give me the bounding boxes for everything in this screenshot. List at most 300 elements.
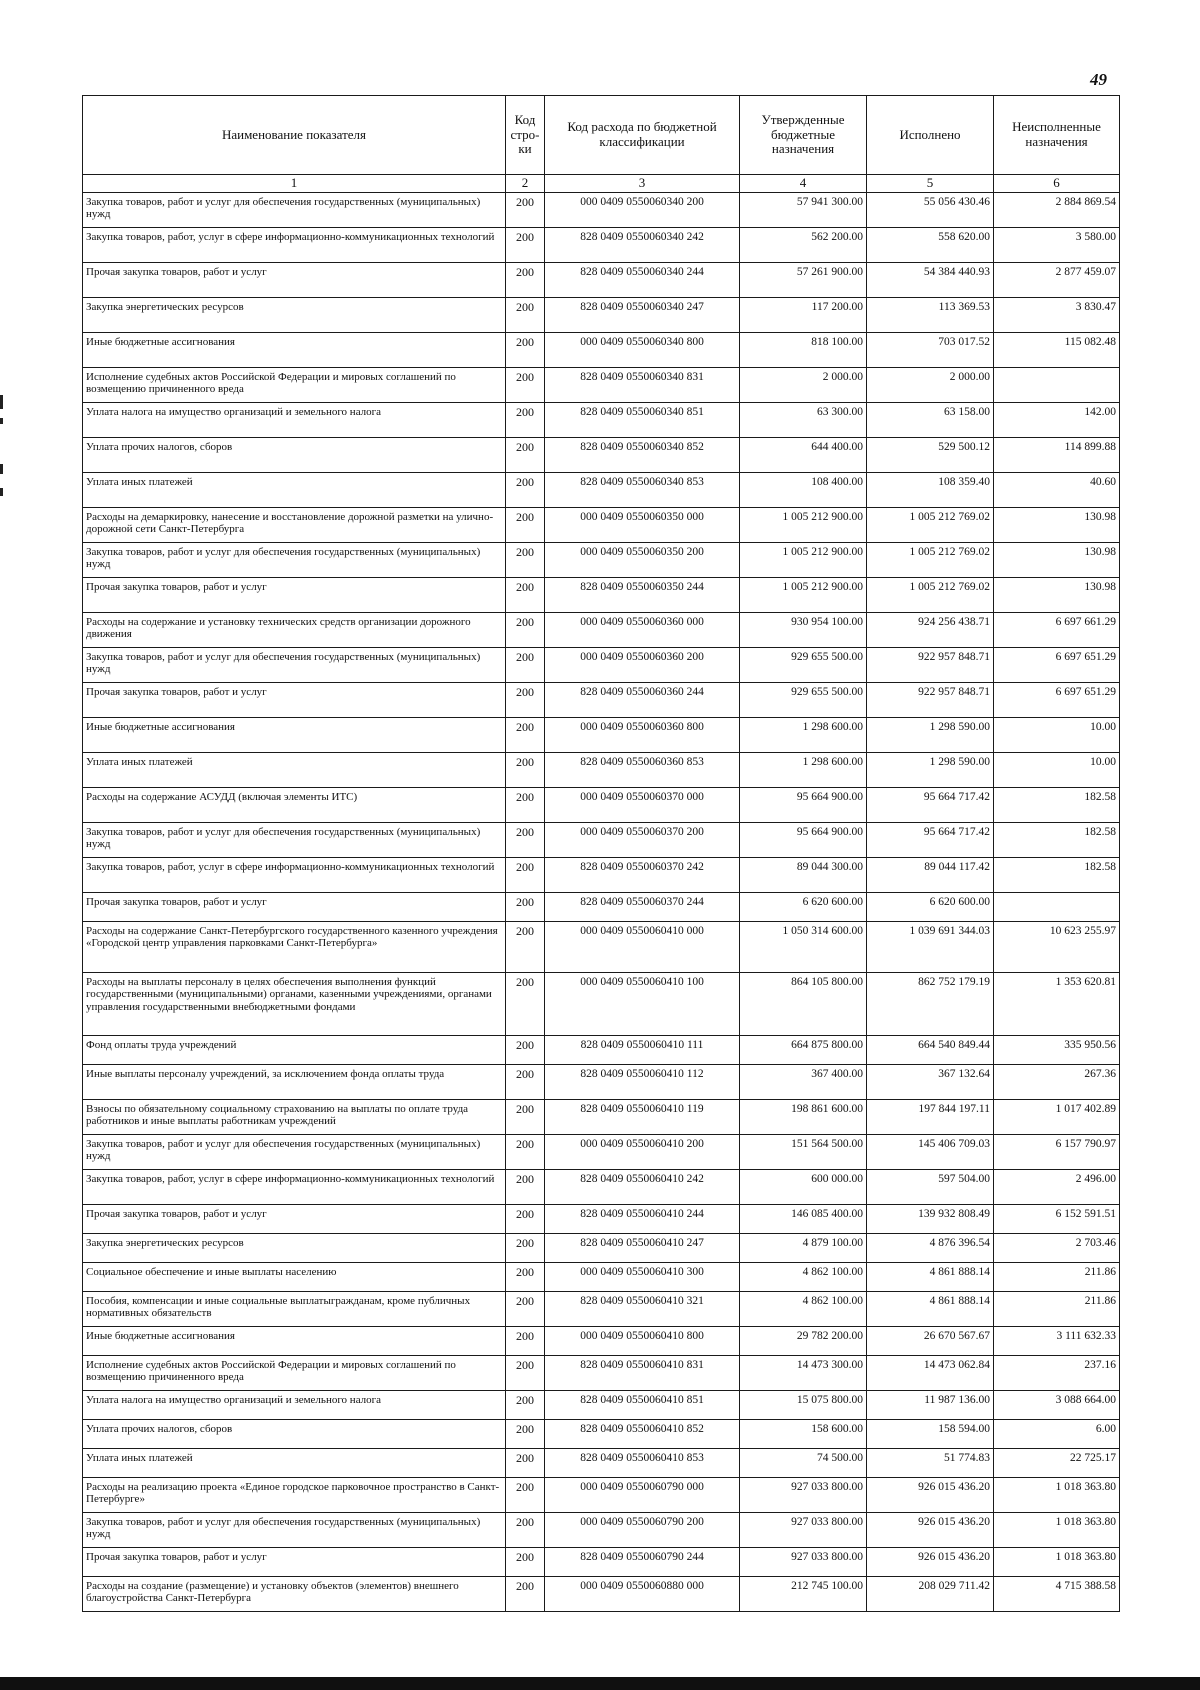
- header-class-code: Код расхода по бюджетной классификации: [545, 96, 740, 175]
- row-line-code-cell: 200: [506, 753, 545, 788]
- row-name-cell: Закупка товаров, работ, услуг в сфере информационно-коммуникационных технологий: [83, 858, 506, 893]
- row-unexecuted-cell: 6 697 651.29: [994, 648, 1120, 683]
- row-class-code-cell: 000 0409 0550060360 800: [545, 718, 740, 753]
- row-class-code-cell: 828 0409 0550060410 242: [545, 1170, 740, 1205]
- table-row: [83, 403, 1120, 438]
- row-line-code-cell: 200: [506, 1577, 545, 1612]
- row-executed-cell: 63 158.00: [867, 403, 994, 438]
- column-number: 4: [740, 175, 867, 193]
- row-name-cell: Иные бюджетные ассигнования: [83, 1327, 506, 1356]
- table-row: [83, 193, 1120, 228]
- row-executed-cell: 703 017.52: [867, 333, 994, 368]
- row-approved-cell: 4 879 100.00: [740, 1234, 867, 1263]
- row-executed-cell: 6 620 600.00: [867, 893, 994, 922]
- row-name-cell: Закупка товаров, работ и услуг для обеспечения государственных (муниципальных) нужд: [83, 648, 506, 683]
- row-executed-cell: 1 005 212 769.02: [867, 508, 994, 543]
- table-row: [83, 1420, 1120, 1449]
- row-unexecuted-cell: 2 496.00: [994, 1170, 1120, 1205]
- header-name: Наименование показателя: [83, 96, 506, 175]
- row-line-code-cell: 200: [506, 298, 545, 333]
- row-class-code-cell: 828 0409 0550060340 831: [545, 368, 740, 403]
- header-approved: Утвержденные бюджетные назначения: [740, 96, 867, 175]
- table-row: [83, 1513, 1120, 1548]
- row-approved-cell: 146 085 400.00: [740, 1205, 867, 1234]
- row-name-cell: Уплата иных платежей: [83, 1449, 506, 1478]
- row-class-code-cell: 828 0409 0550060340 853: [545, 473, 740, 508]
- row-unexecuted-cell: 182.58: [994, 823, 1120, 858]
- row-executed-cell: 922 957 848.71: [867, 648, 994, 683]
- table-row: [83, 718, 1120, 753]
- row-name-cell: Иные бюджетные ассигнования: [83, 718, 506, 753]
- row-class-code-cell: 000 0409 0550060350 000: [545, 508, 740, 543]
- row-unexecuted-cell: 182.58: [994, 858, 1120, 893]
- row-unexecuted-cell: 10.00: [994, 718, 1120, 753]
- row-line-code-cell: 200: [506, 858, 545, 893]
- column-number-row: [83, 175, 1120, 193]
- row-line-code-cell: 200: [506, 973, 545, 1036]
- row-executed-cell: 55 056 430.46: [867, 193, 994, 228]
- row-executed-cell: 862 752 179.19: [867, 973, 994, 1036]
- row-line-code-cell: 200: [506, 1449, 545, 1478]
- row-unexecuted-cell: 130.98: [994, 543, 1120, 578]
- row-name-cell: Прочая закупка товаров, работ и услуг: [83, 1548, 506, 1577]
- table-row: [83, 1391, 1120, 1420]
- row-approved-cell: 2 000.00: [740, 368, 867, 403]
- column-number: 2: [506, 175, 545, 193]
- table-row: [83, 473, 1120, 508]
- row-class-code-cell: 828 0409 0550060350 244: [545, 578, 740, 613]
- row-line-code-cell: 200: [506, 718, 545, 753]
- row-name-cell: Прочая закупка товаров, работ и услуг: [83, 683, 506, 718]
- row-executed-cell: 197 844 197.11: [867, 1100, 994, 1135]
- row-class-code-cell: 828 0409 0550060410 831: [545, 1356, 740, 1391]
- row-unexecuted-cell: 1 018 363.80: [994, 1478, 1120, 1513]
- row-executed-cell: 158 594.00: [867, 1420, 994, 1449]
- row-executed-cell: 926 015 436.20: [867, 1548, 994, 1577]
- row-approved-cell: 95 664 900.00: [740, 788, 867, 823]
- row-approved-cell: 927 033 800.00: [740, 1478, 867, 1513]
- row-class-code-cell: 000 0409 0550060410 200: [545, 1135, 740, 1170]
- row-approved-cell: 1 050 314 600.00: [740, 922, 867, 973]
- table-row: [83, 1234, 1120, 1263]
- row-class-code-cell: 828 0409 0550060360 853: [545, 753, 740, 788]
- row-approved-cell: 15 075 800.00: [740, 1391, 867, 1420]
- row-class-code-cell: 828 0409 0550060410 852: [545, 1420, 740, 1449]
- row-unexecuted-cell: 3 088 664.00: [994, 1391, 1120, 1420]
- row-name-cell: Иные выплаты персоналу учреждений, за исключением фонда оплаты труда: [83, 1065, 506, 1100]
- row-name-cell: Уплата иных платежей: [83, 473, 506, 508]
- row-line-code-cell: 200: [506, 1263, 545, 1292]
- row-line-code-cell: 200: [506, 333, 545, 368]
- table-row: [83, 1292, 1120, 1327]
- table-body: [83, 193, 1120, 1612]
- row-unexecuted-cell: 182.58: [994, 788, 1120, 823]
- row-executed-cell: 924 256 438.71: [867, 613, 994, 648]
- row-unexecuted-cell: 6 157 790.97: [994, 1135, 1120, 1170]
- row-executed-cell: 11 987 136.00: [867, 1391, 994, 1420]
- row-approved-cell: 929 655 500.00: [740, 648, 867, 683]
- table-row: [83, 298, 1120, 333]
- row-line-code-cell: 200: [506, 1327, 545, 1356]
- row-executed-cell: 139 932 808.49: [867, 1205, 994, 1234]
- row-line-code-cell: 200: [506, 473, 545, 508]
- row-unexecuted-cell: 3 580.00: [994, 228, 1120, 263]
- row-class-code-cell: 000 0409 0550060370 000: [545, 788, 740, 823]
- row-approved-cell: 89 044 300.00: [740, 858, 867, 893]
- table-row: [83, 1449, 1120, 1478]
- table-row: [83, 1263, 1120, 1292]
- row-executed-cell: 1 005 212 769.02: [867, 578, 994, 613]
- table-row: [83, 613, 1120, 648]
- row-name-cell: Расходы на создание (размещение) и установку объектов (элементов) внешнего благоустройства Санкт-Петербурга: [83, 1577, 506, 1612]
- row-name-cell: Закупка энергетических ресурсов: [83, 298, 506, 333]
- row-executed-cell: 4 861 888.14: [867, 1292, 994, 1327]
- table-row: [83, 1135, 1120, 1170]
- row-class-code-cell: 000 0409 0550060370 200: [545, 823, 740, 858]
- table-row: [83, 1548, 1120, 1577]
- table-row: [83, 1356, 1120, 1391]
- row-approved-cell: 108 400.00: [740, 473, 867, 508]
- row-line-code-cell: 200: [506, 683, 545, 718]
- row-class-code-cell: 000 0409 0550060410 100: [545, 973, 740, 1036]
- row-name-cell: Социальное обеспечение и иные выплаты населению: [83, 1263, 506, 1292]
- row-unexecuted-cell: 1 018 363.80: [994, 1548, 1120, 1577]
- row-name-cell: Уплата прочих налогов, сборов: [83, 438, 506, 473]
- row-unexecuted-cell: 22 725.17: [994, 1449, 1120, 1478]
- table-row: [83, 1577, 1120, 1612]
- table-row: [83, 893, 1120, 922]
- row-class-code-cell: 828 0409 0550060410 321: [545, 1292, 740, 1327]
- row-line-code-cell: 200: [506, 1065, 545, 1100]
- table-row: [83, 823, 1120, 858]
- row-executed-cell: 95 664 717.42: [867, 823, 994, 858]
- column-number: 3: [545, 175, 740, 193]
- table-row: [83, 508, 1120, 543]
- table-header-row: [83, 96, 1120, 175]
- row-class-code-cell: 828 0409 0550060410 112: [545, 1065, 740, 1100]
- row-unexecuted-cell: 3 111 632.33: [994, 1327, 1120, 1356]
- row-unexecuted-cell: [994, 368, 1120, 403]
- row-unexecuted-cell: 335 950.56: [994, 1036, 1120, 1065]
- row-executed-cell: 529 500.12: [867, 438, 994, 473]
- row-executed-cell: 54 384 440.93: [867, 263, 994, 298]
- row-line-code-cell: 200: [506, 228, 545, 263]
- row-name-cell: Пособия, компенсации и иные социальные выплатыгражданам, кроме публичных нормативных обязательств: [83, 1292, 506, 1327]
- row-line-code-cell: 200: [506, 788, 545, 823]
- row-unexecuted-cell: [994, 893, 1120, 922]
- row-name-cell: Иные бюджетные ассигнования: [83, 333, 506, 368]
- row-line-code-cell: 200: [506, 1548, 545, 1577]
- row-line-code-cell: 200: [506, 1513, 545, 1548]
- row-executed-cell: 95 664 717.42: [867, 788, 994, 823]
- row-class-code-cell: 000 0409 0550060360 000: [545, 613, 740, 648]
- row-executed-cell: 922 957 848.71: [867, 683, 994, 718]
- row-unexecuted-cell: 1 017 402.89: [994, 1100, 1120, 1135]
- row-unexecuted-cell: 211.86: [994, 1292, 1120, 1327]
- table-row: [83, 1327, 1120, 1356]
- row-executed-cell: 1 005 212 769.02: [867, 543, 994, 578]
- table-row: [83, 753, 1120, 788]
- row-unexecuted-cell: 237.16: [994, 1356, 1120, 1391]
- row-class-code-cell: 828 0409 0550060340 242: [545, 228, 740, 263]
- table-row: [83, 1036, 1120, 1065]
- row-line-code-cell: 200: [506, 403, 545, 438]
- row-unexecuted-cell: 142.00: [994, 403, 1120, 438]
- row-approved-cell: 95 664 900.00: [740, 823, 867, 858]
- row-line-code-cell: 200: [506, 1135, 545, 1170]
- row-approved-cell: 929 655 500.00: [740, 683, 867, 718]
- row-line-code-cell: 200: [506, 1420, 545, 1449]
- row-unexecuted-cell: 6 697 661.29: [994, 613, 1120, 648]
- table-row: [83, 333, 1120, 368]
- row-name-cell: Прочая закупка товаров, работ и услуг: [83, 263, 506, 298]
- column-number: 6: [994, 175, 1120, 193]
- row-approved-cell: 6 620 600.00: [740, 893, 867, 922]
- row-approved-cell: 57 941 300.00: [740, 193, 867, 228]
- row-executed-cell: 926 015 436.20: [867, 1478, 994, 1513]
- row-line-code-cell: 200: [506, 543, 545, 578]
- row-class-code-cell: 000 0409 0550060360 200: [545, 648, 740, 683]
- row-unexecuted-cell: 6.00: [994, 1420, 1120, 1449]
- table-row: [83, 922, 1120, 973]
- row-class-code-cell: 000 0409 0550060340 200: [545, 193, 740, 228]
- row-name-cell: Закупка энергетических ресурсов: [83, 1234, 506, 1263]
- row-class-code-cell: 000 0409 0550060410 000: [545, 922, 740, 973]
- row-approved-cell: 864 105 800.00: [740, 973, 867, 1036]
- row-line-code-cell: 200: [506, 1391, 545, 1420]
- row-class-code-cell: 828 0409 0550060340 852: [545, 438, 740, 473]
- table-row: [83, 578, 1120, 613]
- row-line-code-cell: 200: [506, 1205, 545, 1234]
- budget-execution-table: [82, 95, 1120, 1612]
- row-unexecuted-cell: 3 830.47: [994, 298, 1120, 333]
- row-name-cell: Уплата налога на имущество организаций и земельного налога: [83, 403, 506, 438]
- row-class-code-cell: 828 0409 0550060340 851: [545, 403, 740, 438]
- row-executed-cell: 89 044 117.42: [867, 858, 994, 893]
- column-number: 1: [83, 175, 506, 193]
- row-approved-cell: 600 000.00: [740, 1170, 867, 1205]
- row-approved-cell: 4 862 100.00: [740, 1292, 867, 1327]
- row-executed-cell: 1 039 691 344.03: [867, 922, 994, 973]
- row-class-code-cell: 828 0409 0550060340 244: [545, 263, 740, 298]
- page-number: 49: [1090, 70, 1107, 89]
- row-line-code-cell: 200: [506, 368, 545, 403]
- row-approved-cell: 158 600.00: [740, 1420, 867, 1449]
- row-line-code-cell: 200: [506, 508, 545, 543]
- row-approved-cell: 1 298 600.00: [740, 753, 867, 788]
- row-class-code-cell: 828 0409 0550060360 244: [545, 683, 740, 718]
- row-name-cell: Закупка товаров, работ, услуг в сфере информационно-коммуникационных технологий: [83, 1170, 506, 1205]
- row-approved-cell: 927 033 800.00: [740, 1513, 867, 1548]
- row-name-cell: Прочая закупка товаров, работ и услуг: [83, 893, 506, 922]
- row-unexecuted-cell: 40.60: [994, 473, 1120, 508]
- table-row: [83, 858, 1120, 893]
- row-class-code-cell: 828 0409 0550060410 244: [545, 1205, 740, 1234]
- row-executed-cell: 4 861 888.14: [867, 1263, 994, 1292]
- row-class-code-cell: 828 0409 0550060410 851: [545, 1391, 740, 1420]
- row-executed-cell: 926 015 436.20: [867, 1513, 994, 1548]
- row-name-cell: Закупка товаров, работ и услуг для обеспечения государственных (муниципальных) нужд: [83, 823, 506, 858]
- row-approved-cell: 74 500.00: [740, 1449, 867, 1478]
- row-approved-cell: 644 400.00: [740, 438, 867, 473]
- row-approved-cell: 4 862 100.00: [740, 1263, 867, 1292]
- row-name-cell: Уплата прочих налогов, сборов: [83, 1420, 506, 1449]
- row-executed-cell: 2 000.00: [867, 368, 994, 403]
- row-class-code-cell: 000 0409 0550060410 800: [545, 1327, 740, 1356]
- row-line-code-cell: 200: [506, 922, 545, 973]
- row-class-code-cell: 000 0409 0550060790 000: [545, 1478, 740, 1513]
- row-executed-cell: 367 132.64: [867, 1065, 994, 1100]
- row-unexecuted-cell: 1 018 363.80: [994, 1513, 1120, 1548]
- row-approved-cell: 57 261 900.00: [740, 263, 867, 298]
- row-class-code-cell: 828 0409 0550060410 111: [545, 1036, 740, 1065]
- row-approved-cell: 1 005 212 900.00: [740, 578, 867, 613]
- row-name-cell: Закупка товаров, работ и услуг для обеспечения государственных (муниципальных) нужд: [83, 1513, 506, 1548]
- table-row: [83, 1100, 1120, 1135]
- row-approved-cell: 63 300.00: [740, 403, 867, 438]
- row-unexecuted-cell: 6 697 651.29: [994, 683, 1120, 718]
- scan-edge-marks: [0, 0, 4, 1690]
- row-line-code-cell: 200: [506, 1292, 545, 1327]
- table-row: [83, 1065, 1120, 1100]
- row-name-cell: Уплата иных платежей: [83, 753, 506, 788]
- row-approved-cell: 14 473 300.00: [740, 1356, 867, 1391]
- table-row: [83, 788, 1120, 823]
- row-executed-cell: 4 876 396.54: [867, 1234, 994, 1263]
- row-line-code-cell: 200: [506, 578, 545, 613]
- row-unexecuted-cell: 130.98: [994, 508, 1120, 543]
- row-name-cell: Расходы на содержание АСУДД (включая элементы ИТС): [83, 788, 506, 823]
- row-class-code-cell: 828 0409 0550060340 247: [545, 298, 740, 333]
- row-approved-cell: 29 782 200.00: [740, 1327, 867, 1356]
- row-executed-cell: 26 670 567.67: [867, 1327, 994, 1356]
- row-name-cell: Закупка товаров, работ и услуг для обеспечения государственных (муниципальных) нужд: [83, 543, 506, 578]
- row-class-code-cell: 000 0409 0550060340 800: [545, 333, 740, 368]
- row-line-code-cell: 200: [506, 613, 545, 648]
- row-unexecuted-cell: 2 703.46: [994, 1234, 1120, 1263]
- row-name-cell: Взносы по обязательному социальному страхованию на выплаты по оплате труда работников и иные выплаты работникам учреждений: [83, 1100, 506, 1135]
- row-unexecuted-cell: 2 877 459.07: [994, 263, 1120, 298]
- column-number: 5: [867, 175, 994, 193]
- table-row: [83, 973, 1120, 1036]
- row-class-code-cell: 828 0409 0550060370 244: [545, 893, 740, 922]
- row-name-cell: Исполнение судебных актов Российской Федерации и мировых соглашений по возмещению причиненного вреда: [83, 368, 506, 403]
- row-executed-cell: 113 369.53: [867, 298, 994, 333]
- row-class-code-cell: 000 0409 0550060790 200: [545, 1513, 740, 1548]
- row-name-cell: Прочая закупка товаров, работ и услуг: [83, 578, 506, 613]
- row-name-cell: Закупка товаров, работ и услуг для обеспечения государственных (муниципальных) нужд: [83, 1135, 506, 1170]
- row-approved-cell: 151 564 500.00: [740, 1135, 867, 1170]
- row-name-cell: Прочая закупка товаров, работ и услуг: [83, 1205, 506, 1234]
- row-unexecuted-cell: 115 082.48: [994, 333, 1120, 368]
- row-approved-cell: 562 200.00: [740, 228, 867, 263]
- row-unexecuted-cell: 211.86: [994, 1263, 1120, 1292]
- row-approved-cell: 212 745 100.00: [740, 1577, 867, 1612]
- row-unexecuted-cell: 4 715 388.58: [994, 1577, 1120, 1612]
- row-executed-cell: 208 029 711.42: [867, 1577, 994, 1612]
- header-line-code: Код стро-ки: [506, 96, 545, 175]
- row-line-code-cell: 200: [506, 263, 545, 298]
- row-name-cell: Закупка товаров, работ, услуг в сфере информационно-коммуникационных технологий: [83, 228, 506, 263]
- row-unexecuted-cell: 6 152 591.51: [994, 1205, 1120, 1234]
- row-unexecuted-cell: 114 899.88: [994, 438, 1120, 473]
- row-line-code-cell: 200: [506, 648, 545, 683]
- row-executed-cell: 145 406 709.03: [867, 1135, 994, 1170]
- row-class-code-cell: 828 0409 0550060410 853: [545, 1449, 740, 1478]
- row-line-code-cell: 200: [506, 1356, 545, 1391]
- row-line-code-cell: 200: [506, 193, 545, 228]
- table-row: [83, 683, 1120, 718]
- row-line-code-cell: 200: [506, 1170, 545, 1205]
- row-line-code-cell: 200: [506, 893, 545, 922]
- row-approved-cell: 1 005 212 900.00: [740, 508, 867, 543]
- row-name-cell: Закупка товаров, работ и услуг для обеспечения государственных (муниципальных) нужд: [83, 193, 506, 228]
- row-unexecuted-cell: 1 353 620.81: [994, 973, 1120, 1036]
- row-executed-cell: 108 359.40: [867, 473, 994, 508]
- row-class-code-cell: 828 0409 0550060370 242: [545, 858, 740, 893]
- row-executed-cell: 1 298 590.00: [867, 718, 994, 753]
- header-executed: Исполнено: [867, 96, 994, 175]
- row-approved-cell: 1 005 212 900.00: [740, 543, 867, 578]
- row-unexecuted-cell: 10.00: [994, 753, 1120, 788]
- row-executed-cell: 51 774.83: [867, 1449, 994, 1478]
- row-approved-cell: 930 954 100.00: [740, 613, 867, 648]
- table-row: [83, 228, 1120, 263]
- row-approved-cell: 664 875 800.00: [740, 1036, 867, 1065]
- table-row: [83, 438, 1120, 473]
- row-approved-cell: 367 400.00: [740, 1065, 867, 1100]
- row-executed-cell: 597 504.00: [867, 1170, 994, 1205]
- row-unexecuted-cell: 10 623 255.97: [994, 922, 1120, 973]
- table-row: [83, 1170, 1120, 1205]
- row-name-cell: Исполнение судебных актов Российской Федерации и мировых соглашений по возмещению причиненного вреда: [83, 1356, 506, 1391]
- row-name-cell: Уплата налога на имущество организаций и земельного налога: [83, 1391, 506, 1420]
- row-unexecuted-cell: 130.98: [994, 578, 1120, 613]
- row-unexecuted-cell: 2 884 869.54: [994, 193, 1120, 228]
- table-row: [83, 1205, 1120, 1234]
- row-executed-cell: 1 298 590.00: [867, 753, 994, 788]
- row-unexecuted-cell: 267.36: [994, 1065, 1120, 1100]
- row-line-code-cell: 200: [506, 1036, 545, 1065]
- row-name-cell: Фонд оплаты труда учреждений: [83, 1036, 506, 1065]
- row-approved-cell: 117 200.00: [740, 298, 867, 333]
- scan-bottom-band: [0, 1677, 1200, 1690]
- row-class-code-cell: 000 0409 0550060350 200: [545, 543, 740, 578]
- row-line-code-cell: 200: [506, 438, 545, 473]
- row-line-code-cell: 200: [506, 1478, 545, 1513]
- row-class-code-cell: 000 0409 0550060880 000: [545, 1577, 740, 1612]
- row-name-cell: Расходы на содержание Санкт-Петербургского государственного казенного учреждения «Городской центр управления парковками Санкт-Петербурга»: [83, 922, 506, 973]
- row-class-code-cell: 000 0409 0550060410 300: [545, 1263, 740, 1292]
- row-class-code-cell: 828 0409 0550060410 247: [545, 1234, 740, 1263]
- row-line-code-cell: 200: [506, 1234, 545, 1263]
- header-unexecuted: Неисполненные назначения: [994, 96, 1120, 175]
- row-executed-cell: 664 540 849.44: [867, 1036, 994, 1065]
- row-approved-cell: 1 298 600.00: [740, 718, 867, 753]
- row-line-code-cell: 200: [506, 823, 545, 858]
- row-class-code-cell: 828 0409 0550060410 119: [545, 1100, 740, 1135]
- table-row: [83, 368, 1120, 403]
- table-row: [83, 543, 1120, 578]
- table-row: [83, 648, 1120, 683]
- row-name-cell: Расходы на содержание и установку технических средств организации дорожного движения: [83, 613, 506, 648]
- row-approved-cell: 818 100.00: [740, 333, 867, 368]
- row-approved-cell: 927 033 800.00: [740, 1548, 867, 1577]
- row-executed-cell: 558 620.00: [867, 228, 994, 263]
- row-name-cell: Расходы на реализацию проекта «Единое городское парковочное пространство в Санкт-Петербурге»: [83, 1478, 506, 1513]
- row-name-cell: Расходы на выплаты персоналу в целях обеспечения выполнения функций государственными (муниципальными) органами, казенными учреждениями, органами управления государственными внебюджетными фондами: [83, 973, 506, 1036]
- row-name-cell: Расходы на демаркировку, нанесение и восстановление дорожной разметки на улично-дорожной сети Санкт-Петербурга: [83, 508, 506, 543]
